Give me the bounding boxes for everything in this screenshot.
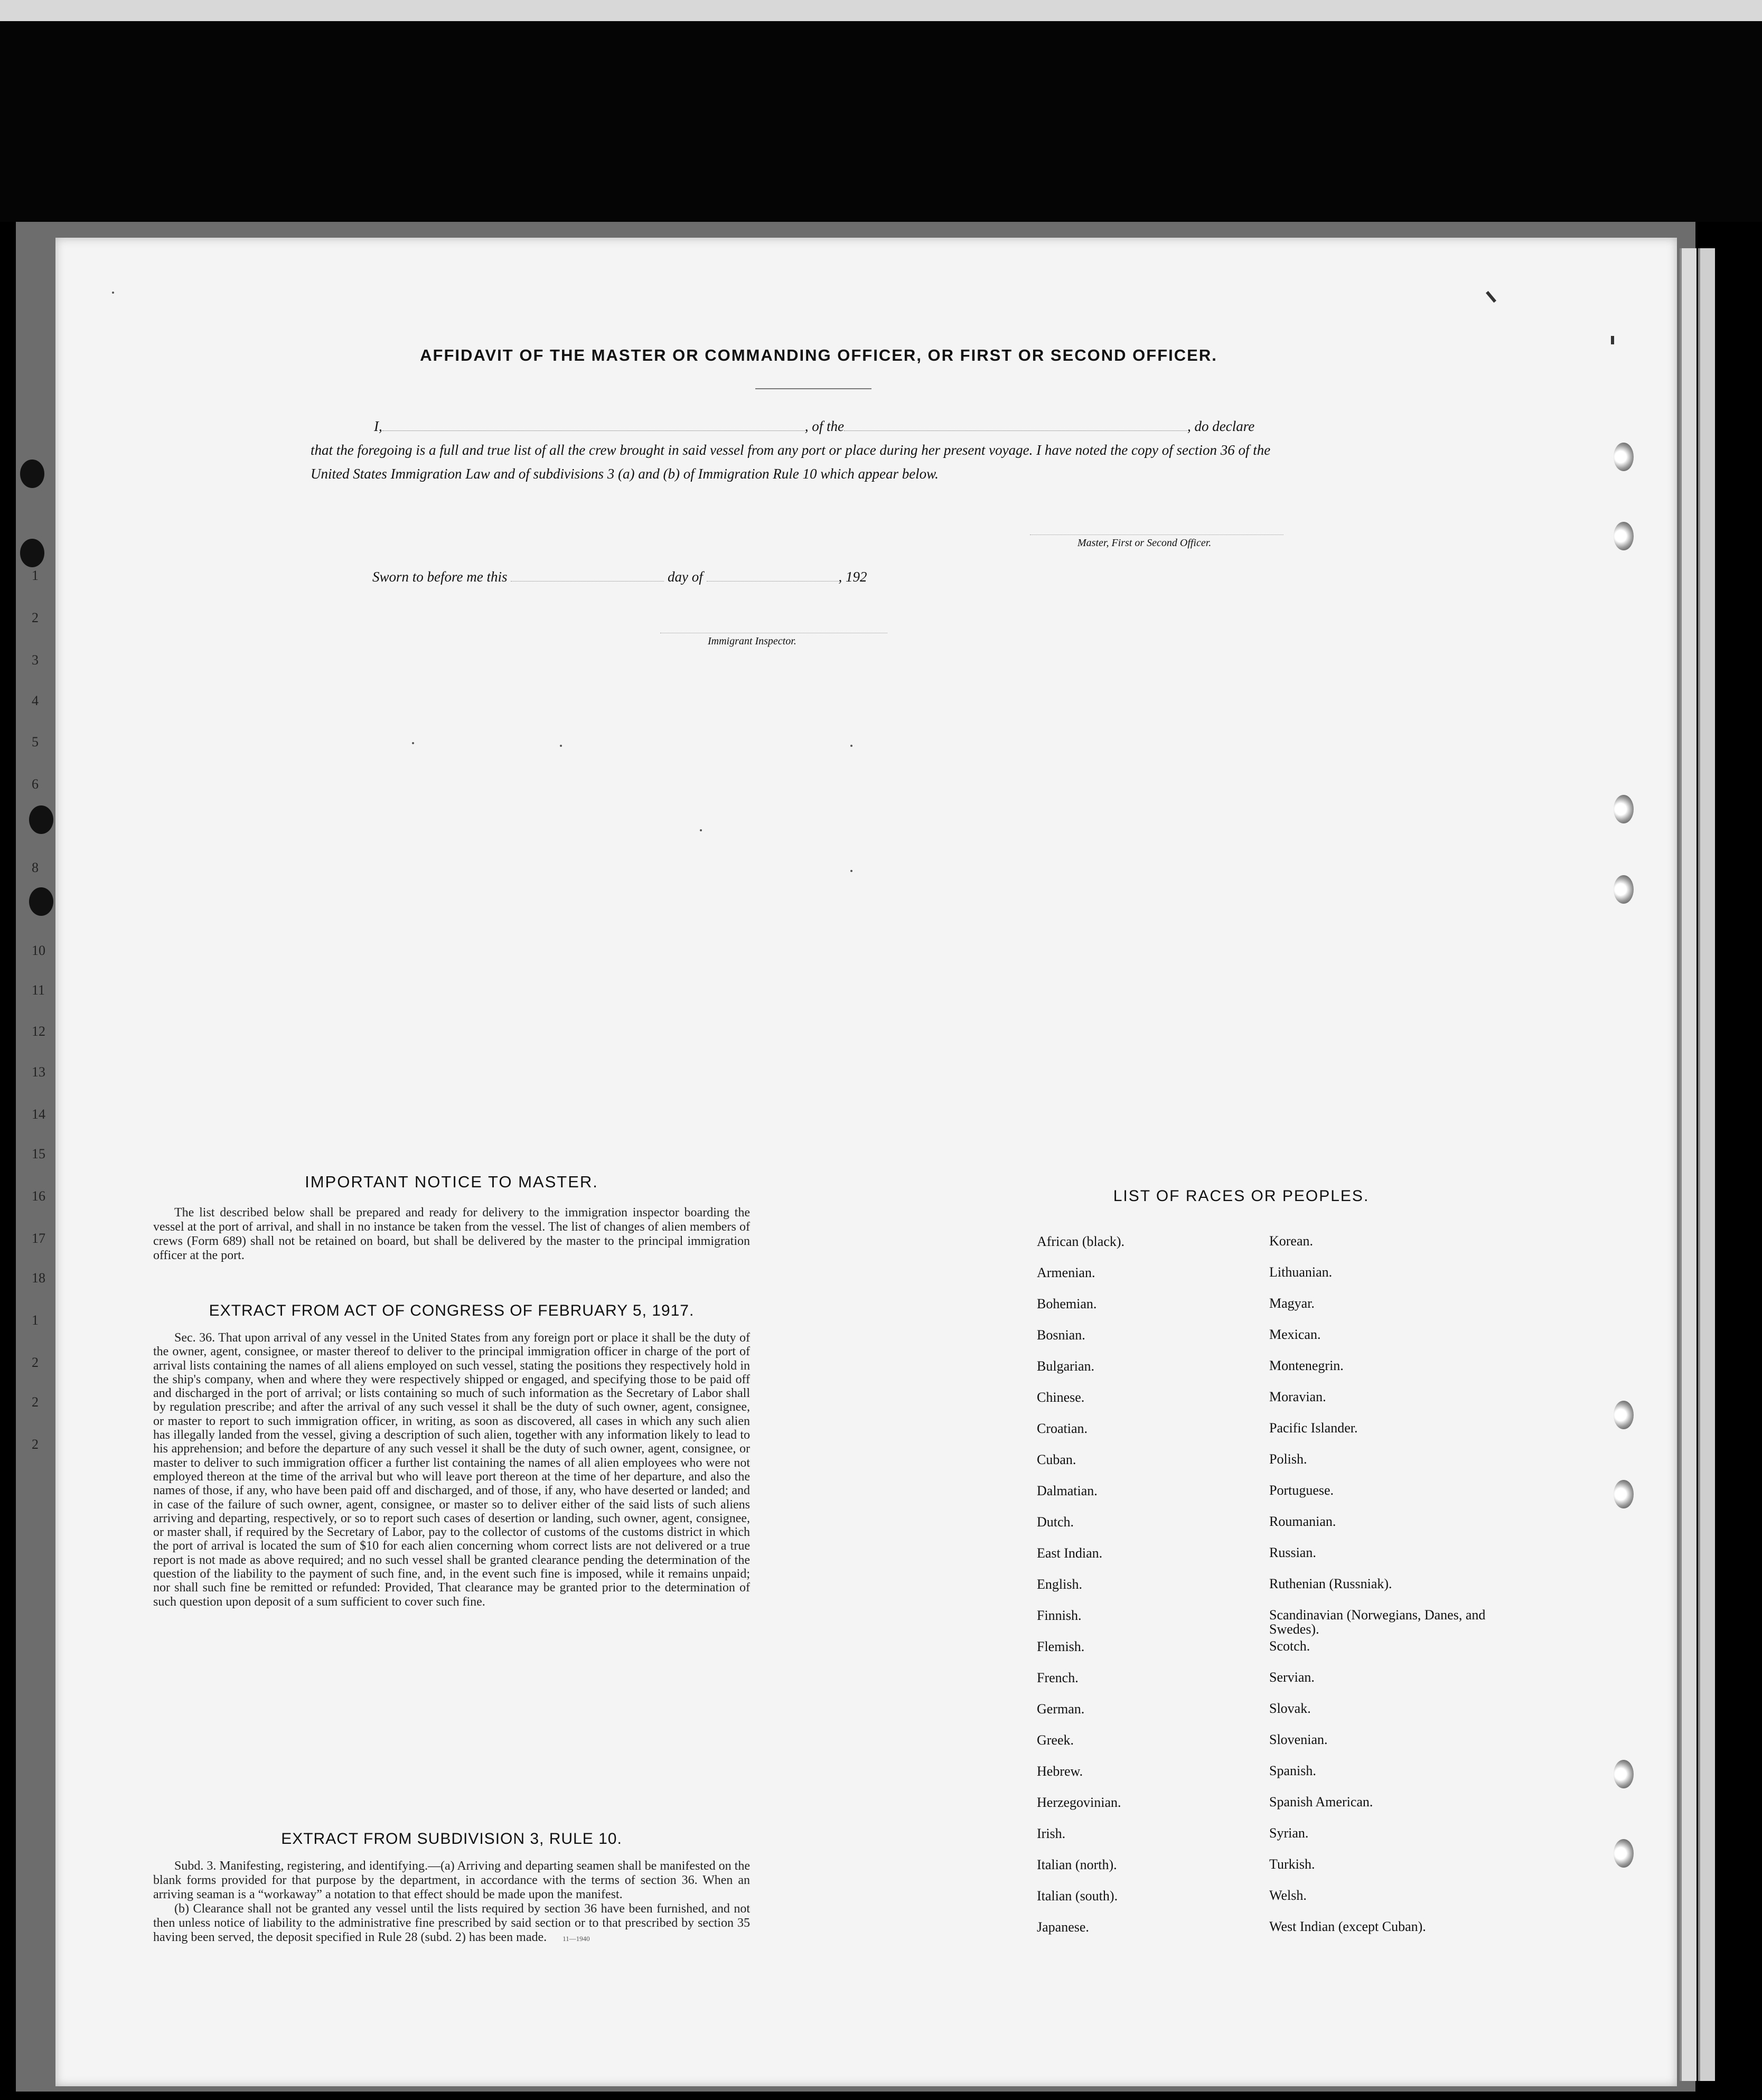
race-left: Chinese. [1037,1390,1085,1405]
race-right: Montenegrin. [1269,1358,1344,1373]
declaration-text [311,415,1311,486]
race-row [1037,1265,1512,1296]
margin-row-number: 15 [32,1146,45,1161]
act-extract-heading: EXTRACT FROM ACT OF CONGRESS OF FEBRUARY 5, 1917. [209,1302,695,1319]
margin-row-number: 2 [32,1394,39,1410]
race-row [1037,1639,1512,1670]
ink-mark [560,745,562,747]
race-right: Polish. [1269,1451,1307,1467]
race-row [1037,1452,1512,1483]
ink-mark [850,745,852,747]
race-left: Herzegovinian. [1037,1795,1121,1810]
race-left: East Indian. [1037,1545,1103,1561]
declaration-do-declare: , do declare [1187,418,1255,434]
race-left: Bohemian. [1037,1296,1097,1311]
subdivision-b [153,1902,750,1946]
race-right: Spanish. [1269,1763,1316,1778]
race-left: Cuban. [1037,1452,1076,1467]
margin-row-number: 13 [32,1064,45,1080]
binder-hole [1614,443,1634,471]
binder-hole [20,539,44,567]
sworn-day-field[interactable] [511,570,664,582]
race-left: Finnish. [1037,1608,1082,1623]
race-row [1037,1764,1512,1795]
races-heading: LIST OF RACES OR PEOPLES. [1113,1187,1370,1205]
race-row [1037,1327,1512,1358]
declaration-body: that the foregoing is a full and true list of all the crew brought in said vessel from any port or place during her present voyage. I have noted the copy of section 36 of the United States Immigration Law and of subdivisions 3 (a) and (b) of Immigration Rule 10 which appear below. [311,442,1271,482]
margin-row-number: 2 [32,1437,39,1452]
margin-row-number: 2 [32,610,39,625]
race-left: Dalmatian. [1037,1483,1098,1498]
form-number: 11—1940 [563,1935,590,1943]
affidavit-title: AFFIDAVIT OF THE MASTER OR COMMANDING OFFICER, OR FIRST OR SECOND OFFICER. [420,346,1217,364]
race-right: Magyar. [1269,1296,1315,1311]
race-row [1037,1483,1512,1514]
race-right: Pacific Islander. [1269,1420,1358,1436]
ink-mark [700,829,702,831]
margin-row-number: 17 [32,1231,45,1246]
race-row [1037,1390,1512,1421]
binder-hole [20,460,44,488]
race-left: Japanese. [1037,1919,1089,1935]
margin-row-number: 4 [32,693,39,708]
subdivision-a: Subd. 3. Manifesting, registering, and identifying.—(a) Arriving and departing seamen shall be manifested on the blank forms provided for that purpose by the department, in accordance with the terms of section 36. When an arriving seaman is a “workaway” a notation to that effect should be made upon the manifest. [153,1859,750,1901]
race-left: Bulgarian. [1037,1358,1095,1374]
race-left: Irish. [1037,1826,1066,1841]
section-36-text: Sec. 36. That upon arrival of any vessel in the United States from any foreign port or place it shall be the duty of the owner, agent, consignee, or master thereof to deliver to the principal immigration officer in charge of the port of arrival lists containing the names of all aliens employed on such vessel, stating the positions they respectively hold in the ship's company, when and where they were respectively shipped or engaged, and specifying those to be paid off and discharged in the port of arrival; or lists containing so much of such information as the Secretary of Labor shall by regulation prescribe; and after the arrival of any such vessel it shall be the duty of such owner, agent, consignee, or master to report to such immigration officer, in writing, as soon as discovered, all cases in which any such alien has illegally landed from the vessel, giving a description of such alien, together with any information likely to lead to his apprehension; and before the departure of any such vessel it shall be the duty of such owner, agent, consignee, or master to deliver to such immigration officer a further list containing the names of all alien employees who were not employed thereon at the time of the arrival but who will leave port thereon at the time of her departure, and also the names of those, if any, who have been paid off and discharged, and of those, if any, who have deserted or landed; and in case of the failure of such owner, agent, consignee, or master so to deliver either of the said lists of such aliens arriving and departing, respectively, or so to report such cases of desertion or landing, such owner, agent, consignee, or master shall, if required by the Secretary of Labor, pay to the collector of customs of the customs district in which the port of arrival is located the sum of $10 for each alien concerning whom correct lists are not delivered or a true report is not made as above required; and no such vessel shall be granted clearance pending the determination of the question of the liability to the payment of such fine, and, in the event such fine is imposed, while it remains unpaid; nor shall such fine be remitted or refunded: Provided, That clearance may be granted prior to the determination of such question upon deposit of a sum sufficient to cover such fine. [153,1331,750,1609]
race-right: West Indian (except Cuban). [1269,1919,1426,1934]
race-row [1037,1608,1512,1639]
scan-top-border [0,0,1762,21]
margin-row-number: 2 [32,1355,39,1370]
race-row [1037,1421,1512,1452]
margin-row-number: 14 [32,1107,45,1122]
race-left: Greek. [1037,1732,1074,1748]
race-left: Italian (north). [1037,1857,1117,1872]
title-rule [755,388,871,389]
race-left: Bosnian. [1037,1327,1085,1343]
margin-row-number: 3 [32,652,39,668]
race-left: Dutch. [1037,1514,1074,1530]
race-left: French. [1037,1670,1079,1685]
race-row [1037,1577,1512,1608]
rule-10-text [153,1859,750,1946]
binder-hole [1614,795,1634,823]
race-row [1037,1857,1512,1888]
margin-row-number: 6 [32,776,39,792]
race-right: Slovak. [1269,1701,1311,1716]
race-row [1037,1732,1512,1764]
vessel-name-field[interactable] [844,417,1187,431]
sworn-text: Sworn to before me this [372,569,508,585]
page-edge [1698,248,1715,2081]
race-right: Moravian. [1269,1389,1326,1404]
race-row [1037,1795,1512,1826]
race-row [1037,1888,1512,1919]
margin-row-number: 12 [32,1024,45,1039]
race-right: Portuguese. [1269,1483,1334,1498]
race-right: Scotch. [1269,1638,1310,1654]
binder-hole [1614,1401,1634,1429]
race-left: English. [1037,1577,1082,1592]
sworn-statement [372,569,867,585]
ink-mark [1611,336,1614,344]
margin-row-number: 18 [32,1270,45,1286]
subdivision-b-text: (b) Clearance shall not be granted any vessel until the lists required by section 36 have been furnished, and not then unless notice of liability to the administrative fine prescribed by said section or to that prescribed by section 35 having been served, the deposit specified in Rule 28 (subd. 2) has been made. [153,1902,750,1944]
race-left: Flemish. [1037,1639,1085,1654]
declaration-i: I, [374,418,382,434]
sworn-year: , 192 [838,569,867,585]
race-row [1037,1919,1512,1951]
race-right: Mexican. [1269,1327,1321,1342]
margin-row-number: 1 [32,1312,39,1328]
margin-row-number: 16 [32,1188,45,1204]
race-left: Croatian. [1037,1421,1088,1436]
race-row [1037,1296,1512,1327]
race-row [1037,1545,1512,1577]
rule-extract-heading: EXTRACT FROM SUBDIVISION 3, RULE 10. [281,1830,622,1848]
race-row [1037,1701,1512,1732]
ink-mark [112,292,114,294]
binder-hole [1614,1760,1634,1788]
ink-mark [850,870,852,872]
master-name-field[interactable] [382,417,805,431]
margin-row-number: 10 [32,943,45,958]
binder-hole [29,887,53,916]
margin-row-number: 11 [32,982,45,998]
inspector-label: Immigrant Inspector. [708,635,796,647]
race-right: Servian. [1269,1670,1315,1685]
race-row [1037,1514,1512,1545]
race-right: Turkish. [1269,1857,1315,1872]
race-right: Syrian. [1269,1825,1309,1841]
race-row [1037,1826,1512,1857]
race-row [1037,1358,1512,1390]
race-left: Armenian. [1037,1265,1095,1280]
binder-hole [1614,875,1634,904]
race-right: Lithuanian. [1269,1264,1333,1280]
binder-hole [29,805,53,834]
page-edge [1680,248,1697,2081]
race-row [1037,1234,1512,1265]
race-right: Russian. [1269,1545,1316,1560]
race-left: German. [1037,1701,1085,1717]
notice-text: The list described below shall be prepared and ready for delivery to the immigration inspector boarding the vessel at the port of arrival, and shall in no instance be taken from the vessel. The list of changes of alien members of crews (Form 689) shall not be retained on board, but shall be delivered by the master to the principal immigration officer at the port. [153,1206,750,1262]
binder-hole [1614,522,1634,550]
ink-mark [412,742,414,744]
sworn-month-field[interactable] [707,570,839,582]
margin-row-number: 5 [32,734,39,749]
notice-heading: IMPORTANT NOTICE TO MASTER. [305,1173,598,1191]
race-right: Korean. [1269,1233,1314,1249]
race-left: Italian (south). [1037,1888,1118,1904]
margin-row-number: 1 [32,568,39,583]
race-right: Welsh. [1269,1888,1307,1903]
race-right: Spanish American. [1269,1794,1373,1810]
race-right: Slovenian. [1269,1732,1328,1747]
race-row [1037,1670,1512,1701]
race-left: Hebrew. [1037,1764,1083,1779]
races-list [1037,1234,1512,1951]
scan-dark-background [0,21,1762,222]
sworn-day-of: day of [668,569,703,585]
race-right: Ruthenian (Russniak). [1269,1576,1392,1591]
race-right: Roumanian. [1269,1514,1336,1529]
binder-hole [1614,1839,1634,1868]
declaration-of-the: , of the [804,418,844,434]
margin-row-number: 8 [32,860,39,875]
race-right: Scandinavian (Norwegians, Danes, and Swedes). [1269,1607,1486,1637]
binder-hole [1614,1480,1634,1508]
race-left: African (black). [1037,1234,1125,1249]
signature-label: Master, First or Second Officer. [1077,537,1212,549]
